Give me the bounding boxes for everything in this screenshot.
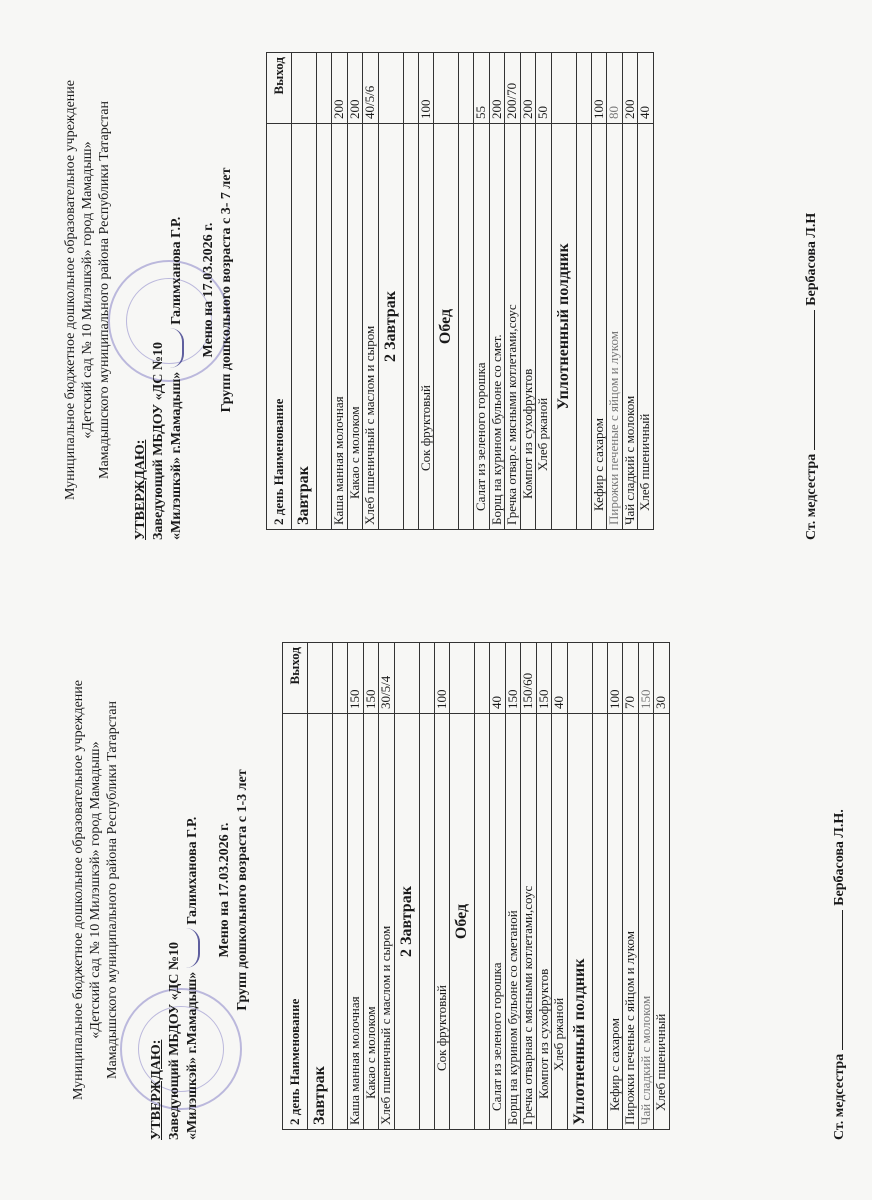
blank-row <box>592 643 607 1130</box>
dish-name: Каша манная молочная <box>348 714 364 1130</box>
dish-portion: 30/5/4 <box>379 643 395 714</box>
blank-row <box>459 53 474 530</box>
dish-portion: 200 <box>347 53 363 124</box>
dish-portion: 150 <box>536 643 552 714</box>
table-row <box>489 53 505 530</box>
approval-block <box>132 40 186 540</box>
section-title: 2 Завтрак <box>394 714 419 1130</box>
approval-position: Заведующий МБДОУ «ДС №10 <box>167 942 182 1140</box>
menu-group: Групп дошкольного возраста с 1-3 лет <box>235 769 250 1011</box>
org-line: Мамадышского муниципального района Республики Татарстан <box>97 101 112 479</box>
blank-row <box>475 643 490 1130</box>
section-row <box>292 53 317 530</box>
dish-name: Какао с молоком <box>363 714 379 1130</box>
table-row <box>607 53 623 530</box>
table-row <box>363 643 379 1130</box>
dish-name: Чай сладкий с молоком <box>622 124 638 530</box>
dish-portion: 200 <box>520 53 536 124</box>
table-row <box>474 53 490 530</box>
table-row <box>348 643 364 1130</box>
table-row <box>607 643 623 1130</box>
menu-title-block <box>200 40 236 540</box>
table-row <box>520 53 536 530</box>
head-name: Галимханова Г.Р. <box>185 816 200 925</box>
section-row <box>551 53 576 530</box>
dish-name: Гречка отварная с мясными котлетами,соус <box>521 714 537 1130</box>
dish-portion: 30 <box>654 643 670 714</box>
table-row <box>332 53 348 530</box>
approval-org: «Милэшкэй» г.Мамадыш» <box>169 371 184 540</box>
dish-portion: 150 <box>505 643 521 714</box>
table-header-row <box>283 643 308 1130</box>
dish-portion: 40/5/6 <box>363 53 379 124</box>
approval-position: Заведующий МБДОУ «ДС №10 <box>151 342 166 540</box>
column-value-header: Выход <box>267 53 292 124</box>
head-name: Галимханова Г.Р. <box>169 216 184 325</box>
column-name-header: 2 день Наименование <box>267 124 292 530</box>
dish-portion: 40 <box>490 643 506 714</box>
org-header <box>70 640 121 1140</box>
dish-name: Борщ на курином бульоне со сметаной <box>505 714 521 1130</box>
org-line: Муниципальное бюджетное дошкольное образовательное учреждение <box>71 680 86 1100</box>
dish-portion: 200 <box>622 53 638 124</box>
blank-row <box>333 643 348 1130</box>
head-signature <box>170 328 184 368</box>
dish-name: Борщ на курином бульоне со смет. <box>489 124 505 530</box>
org-line: Мамадышского муниципального района Республики Татарстан <box>105 701 120 1079</box>
dish-name: Какао с молоком <box>347 124 363 530</box>
dish-portion: 80 <box>607 53 623 124</box>
table-row <box>591 53 607 530</box>
dish-portion: 40 <box>638 53 654 124</box>
dish-portion: 200 <box>332 53 348 124</box>
table-row <box>363 53 379 530</box>
org-line: «Детский сад № 10 Милэшкэй» город Мамадыш» <box>88 741 103 1039</box>
dish-portion: 150/60 <box>521 643 537 714</box>
dish-name: Пирожки печеные с яйцом и луком <box>623 714 639 1130</box>
dish-name: Сок фруктовый <box>418 124 434 530</box>
dish-portion: 55 <box>474 53 490 124</box>
dish-portion: 100 <box>434 643 450 714</box>
dish-name: Чай сладкий с молоком <box>638 714 654 1130</box>
blank-row <box>576 53 591 530</box>
dish-name: Хлеб пшеничный <box>638 124 654 530</box>
table-header-row <box>267 53 292 530</box>
table-row <box>379 643 395 1130</box>
table-row <box>505 53 521 530</box>
section-row <box>434 53 459 530</box>
menu-panel-1-3 <box>0 600 872 1200</box>
dish-portion: 200 <box>489 53 505 124</box>
column-value-header: Выход <box>283 643 308 714</box>
blank-row <box>317 53 332 530</box>
dish-portion: 50 <box>536 53 552 124</box>
dish-name: Салат из зеленого горошка <box>490 714 506 1130</box>
nurse-label: Ст. медсестра <box>804 453 819 540</box>
dish-name: Кефир с сахаром <box>607 714 623 1130</box>
menu-group: Групп дошкольного возраста с 3- 7 лет <box>219 167 234 413</box>
table-row <box>552 643 568 1130</box>
dish-name: Салат из зеленого горошка <box>474 124 490 530</box>
dish-name: Хлеб пшеничный <box>654 714 670 1130</box>
nurse-signature-line <box>832 809 848 1140</box>
dish-name: Хлеб ржаной <box>552 714 568 1130</box>
dish-portion: 70 <box>623 643 639 714</box>
blank-row <box>419 643 434 1130</box>
section-title: Завтрак <box>308 714 333 1130</box>
section-row <box>308 643 333 1130</box>
section-title: Уплотненный полдник <box>551 124 576 530</box>
table-row <box>622 53 638 530</box>
menu-date: Меню на 17.03.2026 г. <box>201 222 216 358</box>
section-row <box>378 53 403 530</box>
nurse-name: Бербасова Л.Н <box>804 212 819 306</box>
dish-portion: 100 <box>591 53 607 124</box>
dish-portion: 100 <box>607 643 623 714</box>
signature-line <box>814 310 815 450</box>
table-row <box>638 643 654 1130</box>
dish-name: Пирожки печеные с яйцом и луком <box>607 124 623 530</box>
nurse-label: Ст. медсестра <box>832 1053 847 1140</box>
org-line: Муниципальное бюджетное дошкольное образовательное учреждение <box>63 80 78 500</box>
section-title: Уплотненный полдник <box>567 714 592 1130</box>
section-row <box>394 643 419 1130</box>
dish-name: Каша манная молочная <box>332 124 348 530</box>
section-title: 2 Завтрак <box>378 124 403 530</box>
dish-name: Компот из сухофруктов <box>536 714 552 1130</box>
approval-block <box>148 640 202 1140</box>
menu-table <box>266 52 654 530</box>
table-row <box>434 643 450 1130</box>
table-row <box>654 643 670 1130</box>
table-row <box>505 643 521 1130</box>
dish-name: Кефир с сахаром <box>591 124 607 530</box>
dish-portion: 150 <box>638 643 654 714</box>
dish-portion: 150 <box>363 643 379 714</box>
approval-signature-line <box>184 640 202 1140</box>
dish-name: Гречка отвар.с мясными котлетами,соус <box>505 124 521 530</box>
table-row <box>347 53 363 530</box>
dish-name: Хлеб пшеничный с маслом и сыром <box>363 124 379 530</box>
table-row <box>418 53 434 530</box>
approval-signature-line <box>168 40 186 540</box>
dish-name: Сок фруктовый <box>434 714 450 1130</box>
section-row <box>567 643 592 1130</box>
org-header <box>62 40 113 540</box>
section-title: Обед <box>450 714 475 1130</box>
dish-name: Хлеб ржаной <box>536 124 552 530</box>
table-row <box>638 53 654 530</box>
dish-name: Компот из сухофруктов <box>520 124 536 530</box>
table-row <box>490 643 506 1130</box>
table-row <box>521 643 537 1130</box>
section-title: Завтрак <box>292 124 317 530</box>
section-row <box>450 643 475 1130</box>
org-line: «Детский сад № 10 Милэшкэй» город Мамадыш» <box>80 141 95 439</box>
nurse-signature-line <box>804 213 820 540</box>
blank-row <box>403 53 418 530</box>
menu-date: Меню на 17.03.2026 г. <box>217 822 232 958</box>
dish-portion: 40 <box>552 643 568 714</box>
column-name-header: 2 день Наименование <box>283 714 308 1130</box>
dish-name: Хлеб пшеничный с маслом и сыром <box>379 714 395 1130</box>
section-title: Обед <box>434 124 459 530</box>
approval-label: УТВЕРЖДАЮ: <box>133 439 148 540</box>
dish-portion: 100 <box>418 53 434 124</box>
signature-line <box>842 910 843 1050</box>
dish-portion: 150 <box>348 643 364 714</box>
approval-org: «Милэшкэй» г.Мамадыш» <box>185 971 200 1140</box>
head-signature <box>186 928 200 968</box>
menu-table <box>282 642 670 1130</box>
table-row <box>536 643 552 1130</box>
table-row <box>623 643 639 1130</box>
table-row <box>536 53 552 530</box>
nurse-name: Бербасова Л.Н. <box>832 809 847 906</box>
dish-portion: 200/70 <box>505 53 521 124</box>
menu-title-block <box>216 640 252 1140</box>
approval-label: УТВЕРЖДАЮ: <box>149 1039 164 1140</box>
